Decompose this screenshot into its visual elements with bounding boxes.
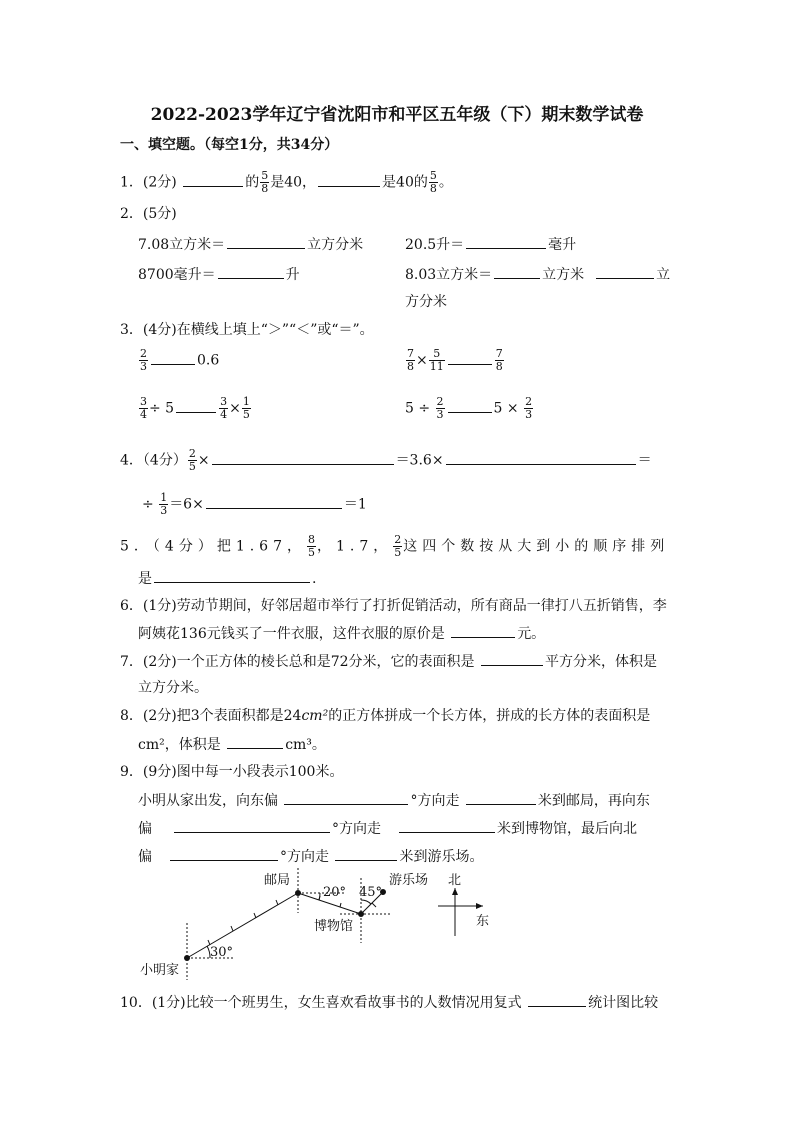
answer-blank[interactable]	[448, 398, 492, 413]
question-10-line1: 10．(1分)比较一个班男生，女生喜欢看故事书的人数情况用复式 统计图比较	[120, 992, 658, 1013]
question-8-line1: 8．(2分)把3个表面积都是24cm²的正方体拼成一个长方体，拼成的长方体的表面积是	[120, 708, 651, 724]
q2-item-d-cont: 方分米	[405, 294, 447, 310]
home-label: 小明家	[140, 963, 180, 978]
q3-item-a: $\frac{2}{3}$ 0.6	[140, 347, 220, 373]
question-1	[120, 170, 453, 195]
question-4-line2: ÷ $\frac{1}{3}$ ＝6× ＝1	[142, 491, 367, 517]
answer-blank[interactable]	[446, 450, 636, 465]
section-heading: 一、填空题。（每空1分，共34分）	[120, 137, 339, 153]
angle-45-label: 45°	[359, 885, 383, 900]
answer-blank[interactable]	[451, 623, 515, 638]
q3-item-b: $\frac{7}{8}$ × $\frac{5}{11}$ $\frac{7}{8}$	[407, 347, 503, 373]
q2-item-d: 8.03立方米＝ 立方米 立	[405, 264, 670, 285]
answer-blank[interactable]	[318, 172, 380, 187]
question-2-label: 2．(5分)	[120, 206, 177, 222]
q2-item-b: 20.5升＝ 毫升	[405, 234, 576, 255]
park-label: 游乐场	[389, 873, 429, 888]
east-label: 东	[476, 914, 490, 929]
question-6-line1: 6．(1分)劳动节期间，好邻居超市举行了打折促销活动，所有商品一律打八五折销售，李	[120, 598, 667, 614]
answer-blank[interactable]	[170, 846, 278, 861]
question-7-line1: 7．(2分)一个正方体的棱长总和是72分米，它的表面积是 平方分米，体积是	[120, 651, 657, 672]
fraction: $\frac{5}{8}$	[429, 169, 437, 195]
question-3-label: 3．(4分)在横线上填上“＞”“＜”或“＝”。	[120, 322, 374, 338]
question-7-line2: 立方分米。	[138, 680, 208, 696]
answer-blank[interactable]	[212, 450, 394, 465]
question-5-line1: 5．（4分）把1.67， $\frac{8}{5}$ ，1.7， $\frac{2}{5}$ 这四个数按从大到小的顺序排列	[120, 533, 670, 559]
question-5-line2: 是 .	[138, 568, 316, 589]
q1-text: 。	[438, 174, 453, 191]
answer-blank[interactable]	[481, 651, 543, 666]
answer-blank[interactable]	[596, 264, 654, 279]
answer-blank[interactable]	[183, 172, 243, 187]
path-home-to-post	[187, 893, 298, 958]
answer-blank[interactable]	[466, 790, 536, 805]
post-label: 邮局	[264, 873, 291, 888]
answer-blank[interactable]	[206, 494, 342, 509]
question-9-label: 9．(9分)图中每一小段表示100米。	[120, 764, 344, 780]
q1-label: 1．(2分)	[120, 174, 177, 191]
post-point	[295, 890, 301, 896]
answer-blank[interactable]	[151, 350, 195, 365]
answer-blank[interactable]	[528, 992, 586, 1007]
answer-blank[interactable]	[284, 790, 408, 805]
question-9-line2: 偏 °方向走 米到博物馆，最后向北	[138, 818, 637, 839]
q1-text: 的	[245, 174, 260, 191]
answer-blank[interactable]	[218, 264, 284, 279]
fraction: $\frac{5}{8}$	[261, 169, 269, 195]
answer-blank[interactable]	[227, 734, 283, 749]
q2-item-a: 7.08立方米＝ 立方分米	[138, 234, 363, 255]
answer-blank[interactable]	[494, 264, 540, 279]
question-8-line2: cm²，体积是 cm³。	[138, 734, 326, 755]
question-9-line3: 偏 °方向走 米到游乐场。	[138, 846, 483, 867]
q1-text: 是40的	[382, 174, 428, 191]
answer-blank[interactable]	[448, 350, 492, 365]
q3-item-c: $\frac{3}{4}$ ÷ 5 $\frac{3}{4}$ × $\frac{1}{5}$	[140, 395, 250, 421]
museum-label: 博物馆	[314, 919, 354, 934]
question-9-line1: 小明从家出发，向东偏 °方向走 米到邮局，再向东	[138, 790, 650, 811]
angle-20-label: 20°	[323, 885, 347, 900]
answer-blank[interactable]	[335, 846, 397, 861]
home-point	[184, 955, 190, 961]
answer-blank[interactable]	[174, 818, 330, 833]
q3-item-d: 5 ÷ $\frac{2}{3}$ 5 × $\frac{2}{3}$	[405, 395, 533, 421]
museum-point	[358, 911, 364, 917]
q2-item-c: 8700毫升＝ 升	[138, 264, 300, 285]
direction-map	[130, 868, 500, 983]
page-title: 2022-2023学年辽宁省沈阳市和平区五年级（下）期末数学试卷	[150, 105, 644, 125]
answer-blank[interactable]	[227, 234, 305, 249]
answer-blank[interactable]	[176, 398, 216, 413]
question-6-line2: 阿姨花136元钱买了一件衣服，这件衣服的原价是 元。	[138, 623, 545, 644]
north-label: 北	[448, 873, 462, 888]
angle-30-label: 30°	[210, 945, 234, 960]
answer-blank[interactable]	[466, 234, 546, 249]
answer-blank[interactable]	[399, 818, 495, 833]
q1-text: 是40，	[270, 174, 317, 191]
answer-blank[interactable]	[154, 568, 310, 583]
question-4-line1: 4．（4分） $\frac{2}{5}$ × ＝3.6× ＝	[120, 447, 652, 473]
